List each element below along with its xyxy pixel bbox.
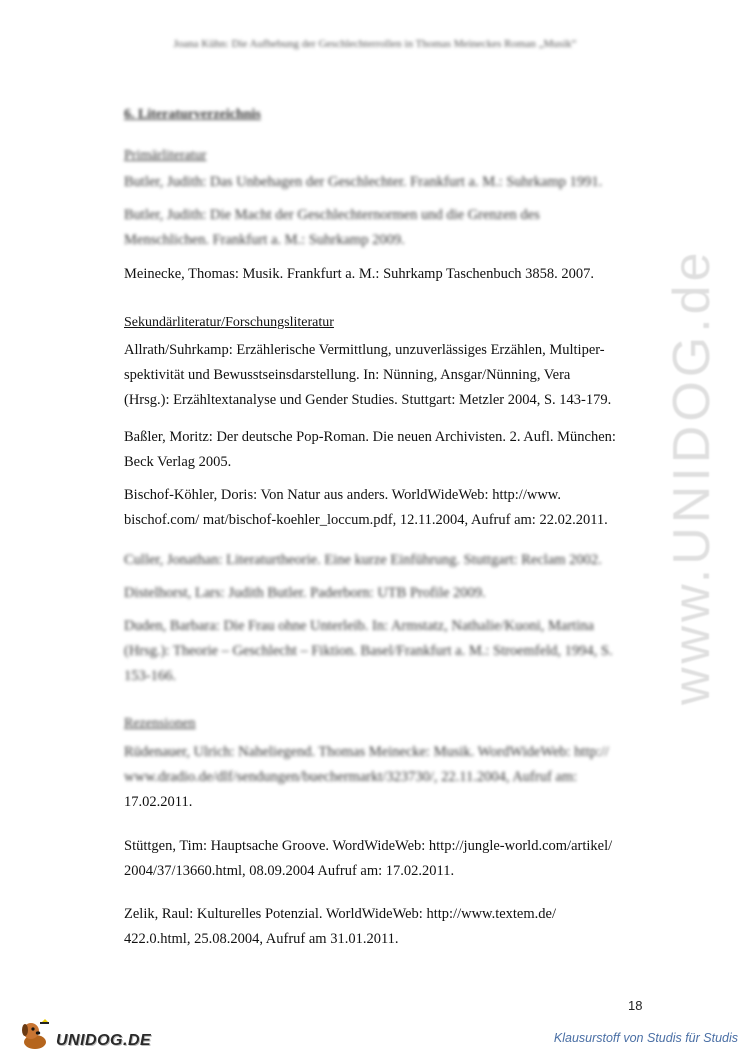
page-number: 18 bbox=[628, 998, 643, 1013]
dog-mascot-icon bbox=[18, 1018, 52, 1050]
running-header: Joana Kühn: Die Aufhebung der Geschlechterrollen in Thomas Meineckes Roman „Musik“ bbox=[173, 38, 577, 50]
bib-entry-duden: Duden, Barbara: Die Frau ohne Unterleib. In: Armstatz, Nathalie/Kuoni, Martina (Hrsg.): Theorie – Geschlecht – Fiktion. Basel/Frankfurt a. M.: Stroemfeld, 1994, S. 153-166. bbox=[124, 618, 613, 684]
section-heading: 6. Literaturverzeichnis bbox=[124, 107, 261, 122]
bib-entry-ruedenauer: Rüdenauer, Ulrich: Naheliegend. Thomas Meinecke: Musik. WordWideWeb: http:// www.dradio.de/dlf/sendungen/buechermarkt/323730/, 22.11.2004, Aufruf am: 17.02.2011. bbox=[124, 744, 609, 810]
watermark-text: www.UNIDOG.de bbox=[663, 248, 721, 705]
bib-entry-allrath: Allrath/Suhrkamp: Erzählerische Vermittlung, unzuverlässiges Erzählen, Multiper- spektivität und Bewusstseinsdarstellung. In: Nünning, Ansgar/Nünning, Vera (Hrsg.): Erzähltextanalyse und Gender Studies. Stuttgart: Metzler 2004, S. 143-179. bbox=[124, 342, 612, 408]
bib-entry-culler: Culler, Jonathan: Literaturtheorie. Eine kurze Einführung. Stuttgart: Reclam 2002. bbox=[124, 552, 602, 568]
bib-entry-bassler: Baßler, Moritz: Der deutsche Pop-Roman. Die neuen Archivisten. 2. Aufl. München: Beck Verlag 2005. bbox=[124, 429, 616, 470]
logo-wordmark: UNIDOG.DE bbox=[56, 1032, 152, 1049]
bib-entry-bischof-koehler: Bischof-Köhler, Doris: Von Natur aus anders. WorldWideWeb: http://www. bischof.com/ mat/bischof-koehler_loccum.pdf, 12.11.2004, Aufruf am: 22.02.2011. bbox=[124, 487, 608, 528]
bib-entry-meinecke: Meinecke, Thomas: Musik. Frankfurt a. M.: Suhrkamp Taschenbuch 3858. 2007. bbox=[124, 266, 595, 282]
bib-entry-distelhorst: Distelhorst, Lars: Judith Butler. Paderborn: UTB Profile 2009. bbox=[124, 585, 486, 601]
unidog-logo bbox=[18, 1018, 151, 1050]
bib-entry-butler-2: Butler, Judith: Die Macht der Geschlechternormen und die Grenzen des Menschlichen. Frankfurt a. M.: Suhrkamp 2009. bbox=[124, 207, 540, 248]
reviews-title: Rezensionen bbox=[124, 716, 196, 731]
bib-entry-butler-1: Butler, Judith: Das Unbehagen der Geschlechter. Frankfurt a. M.: Suhrkamp 1991. bbox=[124, 174, 603, 190]
footer-tagline: Klausurstoff von Studis für Studis bbox=[553, 1031, 738, 1045]
primary-literature-title: Primärliteratur bbox=[124, 148, 207, 163]
bib-entry-stuettgen: Stüttgen, Tim: Hauptsache Groove. WordWideWeb: http://jungle-world.com/artikel/ 2004/37/13660.html, 08.09.2004 Aufruf am: 17.02.2011. bbox=[124, 838, 613, 879]
secondary-literature-title: Sekundärliteratur/Forschungsliteratur bbox=[124, 315, 334, 330]
bib-entry-zelik: Zelik, Raul: Kulturelles Potenzial. WorldWideWeb: http://www.textem.de/ 422.0.html, 25.08.2004, Aufruf am 31.01.2011. bbox=[124, 906, 556, 947]
